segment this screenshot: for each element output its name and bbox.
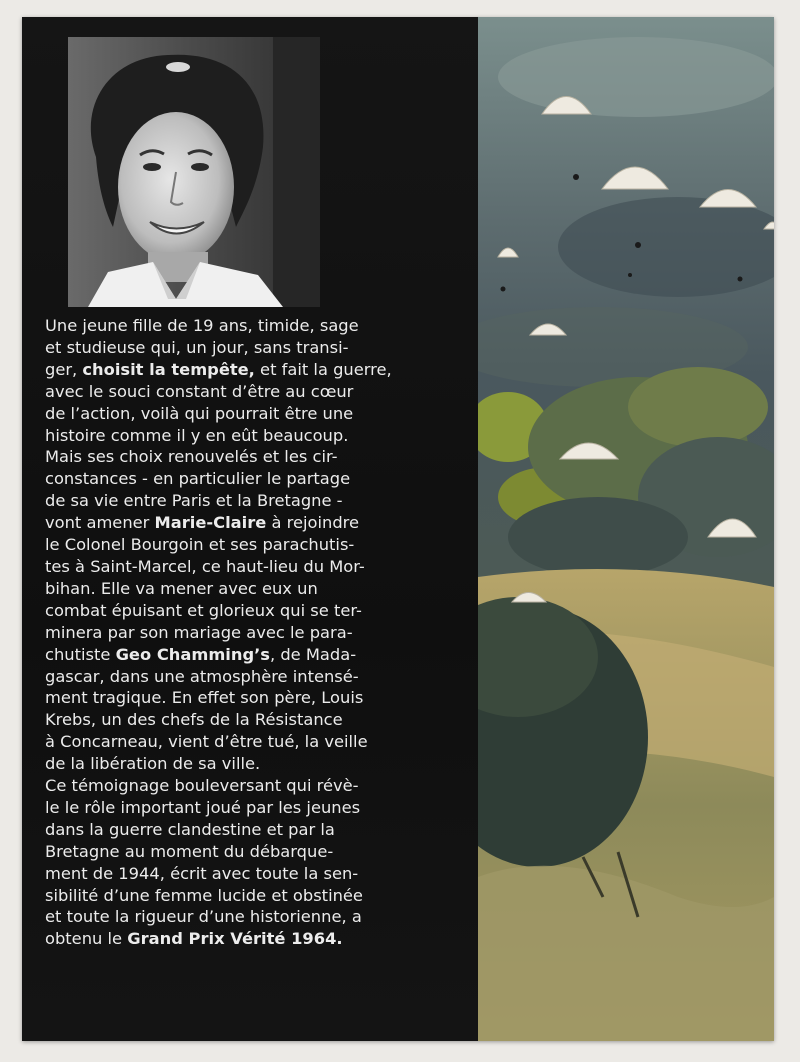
blurb-text: ger, [45, 359, 83, 379]
blurb-line [45, 468, 465, 490]
blurb-line [45, 906, 465, 928]
cover-painting [478, 17, 774, 1041]
blurb-line [45, 731, 465, 753]
blurb-line [45, 644, 465, 666]
blurb-text: Bretagne au moment du débarque- [45, 841, 334, 861]
blurb-line [45, 556, 465, 578]
blurb-line [45, 622, 465, 644]
blurb-line [45, 381, 465, 403]
blurb-line [45, 797, 465, 819]
blurb-text: à Concarneau, vient d’être tué, la veille [45, 732, 368, 752]
blurb-text: de la libération de sa ville. [45, 754, 261, 774]
blurb-text: Une jeune fille de 19 ans, timide, sage [45, 316, 359, 335]
blurb-line [45, 512, 465, 534]
blurb-text: et studieuse qui, un jour, sans transi- [45, 337, 349, 357]
blurb-line [45, 863, 465, 885]
blurb-text: tes à Saint-Marcel, ce haut-lieu du Mor- [45, 556, 365, 576]
blurb-line [45, 315, 465, 337]
blurb-text: de sa vie entre Paris et la Bretagne - [45, 491, 343, 511]
blurb-line [45, 490, 465, 512]
blurb-text: le le rôle important joué par les jeunes [45, 797, 361, 817]
blurb-text: de l’action, voilà qui pourrait être une [45, 403, 354, 423]
blurb-text: avec le souci constant d’être au cœur [45, 381, 354, 401]
blurb-text: dans la guerre clandestine et par la [45, 819, 335, 839]
blurb-text: Mais ses choix renouvelés et les cir- [45, 447, 338, 467]
blurb-text: bihan. Elle va mener avec eux un [45, 578, 318, 598]
blurb-text: obtenu le [45, 929, 128, 949]
blurb-line [45, 709, 465, 731]
blurb-text: constances - en particulier le partage [45, 469, 351, 489]
blurb-text: et toute la rigueur d’une historienne, a [45, 907, 362, 927]
blurb-text: Ce témoignage bouleversant qui révè- [45, 776, 359, 796]
blurb-line [45, 666, 465, 688]
blurb-text: le Colonel Bourgoin et ses parachutis- [45, 535, 355, 555]
blurb-line [45, 578, 465, 600]
blurb-line [45, 687, 465, 709]
blurb-text: chutiste [45, 644, 116, 664]
blurb-line [45, 928, 465, 950]
blurb-text: ment tragique. En effet son père, Louis [45, 688, 364, 708]
blurb-text: histoire comme il y en eût beaucoup. [45, 425, 349, 445]
book-blurb [45, 315, 465, 950]
text-panel [22, 17, 478, 1041]
blurb-line [45, 600, 465, 622]
parachutes-painting-icon [478, 17, 774, 1041]
blurb-text: sibilité d’une femme lucide et obstinée [45, 885, 363, 905]
blurb-text: vont amener [45, 513, 155, 533]
blurb-line [45, 819, 465, 841]
blurb-text: , de Mada- [269, 644, 357, 664]
blurb-text: gascar, dans une atmosphère intensé- [45, 666, 359, 686]
blurb-line [45, 403, 465, 425]
blurb-line [45, 446, 465, 468]
blurb-text: combat épuisant et glorieux qui se ter- [45, 600, 362, 620]
blurb-line [45, 753, 465, 775]
blurb-bold-text: choisit la tempête, [82, 359, 255, 379]
blurb-bold-text: Marie-Claire [154, 513, 267, 533]
book-back-cover [22, 17, 774, 1041]
blurb-bold-text: Grand Prix Vérité 1964. [127, 929, 343, 949]
blurb-text: minera par son mariage avec le para- [45, 622, 353, 642]
blurb-bold-text: Geo Chamming’s [115, 644, 270, 664]
portrait-icon [68, 37, 320, 307]
blurb-line [45, 775, 465, 797]
blurb-text: Krebs, un des chefs de la Résistance [45, 710, 343, 730]
blurb-line [45, 359, 465, 381]
blurb-text: à rejoindre [266, 513, 360, 533]
blurb-text: ment de 1944, écrit avec toute la sen- [45, 863, 359, 883]
blurb-text: et fait la guerre, [254, 359, 392, 379]
blurb-line [45, 425, 465, 447]
blurb-line [45, 534, 465, 556]
blurb-line [45, 337, 465, 359]
portrait-photo [68, 37, 320, 307]
blurb-line [45, 885, 465, 907]
blurb-line [45, 841, 465, 863]
